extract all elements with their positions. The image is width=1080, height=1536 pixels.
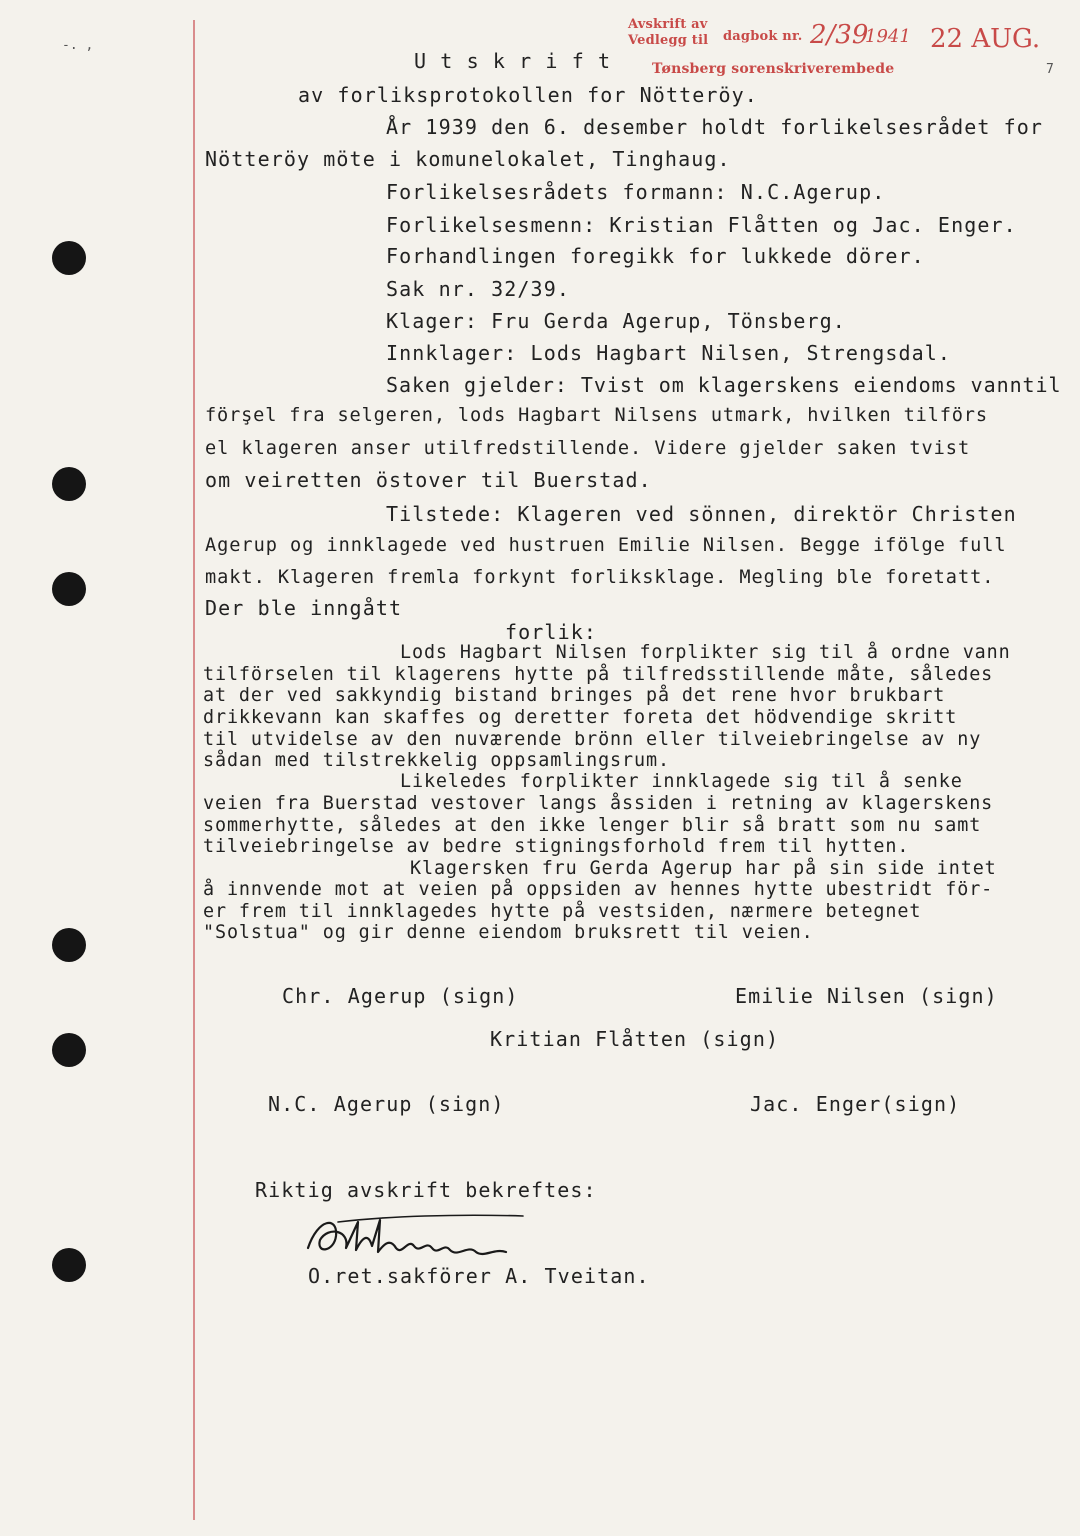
- stamp-line-avskrift: Avskrift av: [628, 17, 708, 32]
- body-line: makt. Klageren fremla forkynt forliksklage. Megling ble foretatt.: [205, 567, 995, 588]
- signature-kritian-flatten: Kritian Flåtten (sign): [490, 1027, 780, 1051]
- signature-chr-agerup: Chr. Agerup (sign): [282, 984, 519, 1008]
- body-line: Klager: Fru Gerda Agerup, Tönsberg.: [386, 309, 846, 333]
- page-number-mark: 7: [1046, 62, 1054, 77]
- punch-hole: [52, 241, 86, 275]
- stamp-date: 22 AUG.: [930, 24, 1041, 54]
- forlik-line: veien fra Buerstad vestover langs åssiden i retning av klagerskens: [203, 793, 994, 814]
- forlik-line: å innvende mot at veien på oppsiden av hennes hytte ubestridt för-: [203, 879, 994, 900]
- body-line: År 1939 den 6. desember holdt forlikelsesrådet for: [386, 115, 1044, 139]
- forlik-line: sådan med tilstrekkelig oppsamlingsrum.: [203, 750, 670, 771]
- forlik-line: Likeledes forplikter innklagede sig til å senke: [400, 771, 963, 792]
- document-title: U t s k r i f t: [414, 49, 612, 73]
- forlik-line: Klagersken fru Gerda Agerup har på sin side intet: [410, 858, 997, 879]
- body-line: Innklager: Lods Hagbart Nilsen, Strengsdal.: [386, 341, 952, 365]
- body-line: Sak nr. 32/39.: [386, 277, 570, 301]
- margin-mark: -. ,: [62, 38, 94, 53]
- handwritten-signature: [298, 1208, 528, 1268]
- punch-hole: [52, 572, 86, 606]
- certification-statement: Riktig avskrift bekreftes:: [255, 1178, 597, 1202]
- stamp-office: Tønsberg sorenskriverembede: [652, 61, 895, 77]
- forlik-line: er frem til innklagedes hytte på vestsiden, nærmere betegnet: [203, 901, 922, 922]
- stamp-line-dagbok: dagbok nr.: [723, 29, 803, 44]
- body-line: förşel fra selgeren, lods Hagbart Nilsens utmark, hvilken tilförs: [205, 405, 988, 426]
- stamp-year: 1941: [865, 26, 911, 47]
- margin-rule: [193, 20, 195, 1520]
- forlik-line: Lods Hagbart Nilsen forplikter sig til å ordne vann: [400, 642, 1011, 663]
- certification-signer: O.ret.sakförer A. Tveitan.: [308, 1264, 650, 1288]
- punch-hole: [52, 928, 86, 962]
- body-line: Forlikelsesrådets formann: N.C.Agerup.: [386, 180, 886, 204]
- punch-hole: [52, 1248, 86, 1282]
- body-line: Forhandlingen foregikk for lukkede dörer.: [386, 244, 925, 268]
- forlik-line: at der ved sakkyndig bistand bringes på det rene hvor brukbart: [203, 685, 946, 706]
- body-line: Agerup og innklagede ved hustruen Emilie Nilsen. Begge ifölge full: [205, 535, 1007, 556]
- forlik-line: sommerhytte, således at den ikke lenger blir så bratt som nu samt: [203, 815, 982, 836]
- stamp-case-number: 2/39: [810, 20, 869, 50]
- body-line: Forlikelsesmenn: Kristian Flåtten og Jac. Enger.: [386, 213, 1017, 237]
- forlik-heading: forlik:: [505, 620, 597, 644]
- body-line: el klageren anser utilfredstillende. Videre gjelder saken tvist: [205, 438, 971, 459]
- forlik-line: drikkevann kan skaffes og deretter foreta det hödvendige skritt: [203, 707, 958, 728]
- punch-hole: [52, 467, 86, 501]
- body-line: Der ble inngått: [205, 596, 403, 620]
- stamp-line-vedlegg: Vedlegg til: [628, 33, 709, 48]
- signature-emilie-nilsen: Emilie Nilsen (sign): [735, 984, 998, 1008]
- body-line: Tilstede: Klageren ved sönnen, direktör Christen: [386, 502, 1017, 526]
- forlik-line: tilveiebringelse av bedre stigningsforhold frem til hytten.: [203, 836, 910, 857]
- forlik-line: til utvidelse av den nuværende brönn eller tilveiebringelse av ny: [203, 729, 982, 750]
- signature-nc-agerup: N.C. Agerup (sign): [268, 1092, 505, 1116]
- body-line: Saken gjelder: Tvist om klagerskens eiendoms vanntil: [386, 373, 1062, 397]
- document-subtitle: av forliksprotokollen for Nötteröy.: [298, 83, 758, 107]
- body-line: Nötteröy möte i komunelokalet, Tinghaug.: [205, 147, 731, 171]
- forlik-line: "Solstua" og gir denne eiendom bruksrett til veien.: [203, 922, 814, 943]
- forlik-line: tilförselen til klagerens hytte på tilfredsstillende måte, således: [203, 664, 994, 685]
- body-line: om veiretten östover til Buerstad.: [205, 468, 652, 492]
- signature-jac-enger: Jac. Enger(sign): [750, 1092, 961, 1116]
- punch-hole: [52, 1033, 86, 1067]
